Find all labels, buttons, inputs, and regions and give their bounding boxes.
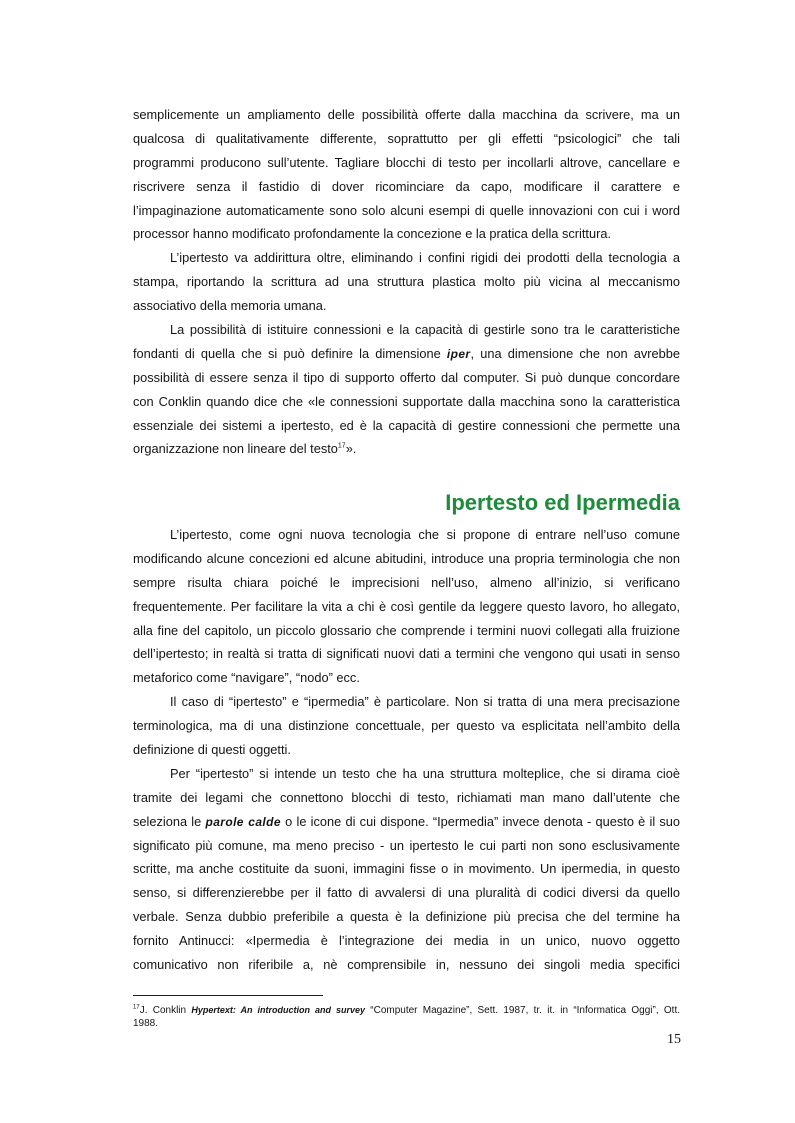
text-line: alla fine del capitolo, un piccolo glossario che comprende i termini nuovi collegati alla fruizione: [133, 622, 680, 638]
paragraph-2: [133, 246, 680, 318]
paragraph-4: [133, 523, 680, 690]
footnote-separator: [133, 995, 323, 996]
text-line: fornito Antinucci: «Ipermedia è l’integrazione dei media in un unico, nuovo oggetto: [133, 933, 680, 949]
text-line: associativo della memoria umana.: [133, 298, 327, 314]
text-line: programmi producono sull’utente. Tagliare blocchi di testo per incollarli altrove, cancellare e: [133, 154, 680, 170]
text-line: riscrivere senza il fastidio di dover ricominciare da capo, modificare il carattere e: [133, 178, 680, 194]
text-line: qualcosa di qualitativamente differente, soprattutto per gli effetti “psicologici” che tali: [133, 130, 680, 146]
footnote-line: [133, 1003, 680, 1017]
text-line: metaforico come “navigare”, “nodo” ecc.: [133, 670, 360, 686]
footnote-reference: 17: [337, 443, 346, 451]
text-line: essenziale dei sistemi a ipertesto, ed è la capacità di gestire connessioni che permette una: [133, 417, 680, 433]
paragraph-5: [133, 690, 680, 762]
text-line: [133, 437, 680, 461]
text-line: terminologica, ma di una distinzione concettuale, per questo va esplicitata nell’ambito della: [133, 718, 680, 734]
text-line: comunicativo non riferibile a, nè comprensibile in, nessuno dei singoli media specifici: [133, 957, 680, 973]
text-line: semplicemente un ampliamento delle possibilità offerte dalla macchina da scrivere, ma un: [133, 107, 680, 122]
text-line: Il caso di “ipertesto” e “ipermedia” è particolare. Non si tratta di una mera precisazione: [170, 694, 680, 710]
footnote-line: 1988.: [133, 1018, 159, 1029]
text-run: organizzazione non lineare del testo: [133, 441, 338, 457]
text-line: processor hanno modificato profondamente la concezione e la pratica della scrittura.: [133, 226, 612, 242]
text-line: modificando alcune concezioni ed alcune abitudini, introduce una propria terminologia che non: [133, 550, 680, 566]
text-line: [133, 342, 680, 366]
text-line: stampa, riportando la scrittura ad una struttura plastica molto più vicina al meccanismo: [133, 274, 680, 290]
text-run: seleziona le: [133, 813, 206, 829]
emphasis-term: parole calde: [205, 814, 281, 829]
text-line: definizione di questi oggetti.: [133, 742, 291, 758]
text-line: significato più comune, ma meno preciso - un ipertesto le cui parti non sono esclusivamente: [133, 837, 680, 853]
text-line: scritte, ma anche costituite da suoni, immagini fisse o in movimento. Un ipermedia, in questo: [133, 861, 680, 877]
text-line: verbale. Senza dubbio preferibile a questa è la definizione più precisa che del termine ha: [133, 909, 680, 925]
text-line: possibilità di essere senza il tipo di supporto offerto dal computer. Si può dunque concordare: [133, 369, 680, 385]
text-line: L’ipertesto, come ogni nuova tecnologia che si propone di entrare nell’uso comune: [170, 527, 680, 542]
page-number: 15: [667, 1032, 681, 1047]
text-run: ».: [345, 441, 357, 457]
text-run: , una dimensione che non avrebbe: [470, 345, 680, 361]
body-text-block: [133, 103, 680, 461]
footnote-title: Hypertext: An introduction and survey: [191, 1005, 365, 1015]
emphasis-term: iper: [446, 346, 471, 361]
paragraph-3: [133, 318, 680, 461]
text-line: sempre risulta chiara poiché le imprecisioni nell’uso, almeno all’inizio, si verificano: [133, 574, 680, 590]
footnote-source: “Computer Magazine”, Sett. 1987, tr. it. in “Informatica Oggi”, Ott.: [365, 1005, 680, 1016]
text-line: L’ipertesto va addirittura oltre, eliminando i confini rigidi dei prodotti della tecnologia a: [170, 250, 680, 266]
text-run: o le icone di cui dispone. “Ipermedia” invece denota - questo è il suo: [280, 813, 681, 829]
section-text-block: [133, 523, 680, 977]
text-line: La possibilità di istituire connessioni e la capacità di gestirle sono tra le caratteristiche: [170, 322, 680, 338]
text-line: tramite dei legami che connettono blocchi di testo, richiamati man mano dall’utente che: [133, 789, 680, 805]
text-line: senso, si differenzierebbe per il fatto di avvalersi di una pluralità di codici diversi da quello: [133, 885, 680, 901]
paragraph-6: [133, 762, 680, 977]
footnote: [133, 1003, 680, 1031]
text-line: Per “ipertesto” si intende un testo che ha una struttura molteplice, che si dirama cioè: [170, 765, 680, 781]
footnote-author: J. Conklin: [139, 1005, 192, 1016]
text-line: l’impaginazione automaticamente sono solo alcuni esempi di quelle innovazioni con cui i word: [133, 202, 680, 218]
text-line: dell’ipertesto; in realtà si tratta di significati nuovi dati a termini che vengono qui usati in senso: [133, 646, 680, 662]
text-line: con Conklin quando dice che «le connessioni supportate dalla macchina sono la caratteristica: [133, 393, 680, 409]
text-run: fondanti di quella che si può definire la dimensione: [133, 345, 447, 361]
section-heading: Ipertesto ed Ipermedia: [445, 490, 680, 515]
footnote-number: 17: [133, 1004, 140, 1011]
paragraph-1: [133, 103, 680, 246]
text-line: [133, 810, 680, 834]
text-line: frequentemente. Per facilitare la vita a chi è così gentile da leggere questo lavoro, ho allegato,: [133, 598, 680, 614]
